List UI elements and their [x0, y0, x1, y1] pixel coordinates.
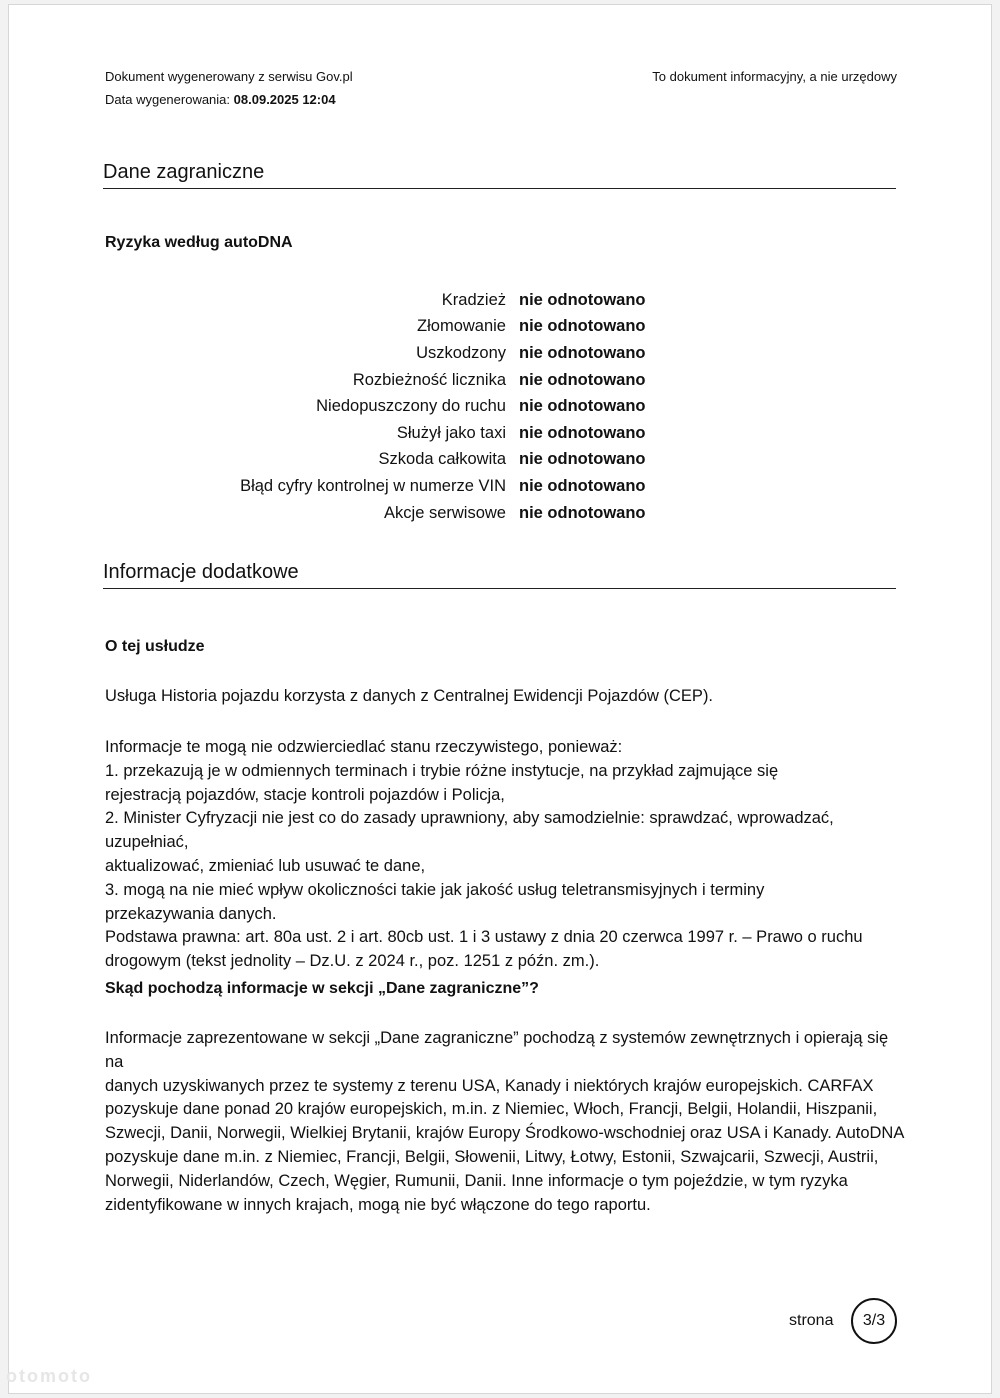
risk-row — [105, 314, 805, 341]
risk-row — [105, 473, 805, 500]
risk-label: Służył jako taxi — [396, 423, 506, 442]
text-line: rejestracją pojazdów, stacje kontroli pojazdów i Policja, — [105, 785, 505, 804]
risk-value: nie odnotowano — [519, 397, 646, 416]
risk-label: Niedopuszczony do ruchu — [316, 397, 506, 416]
risk-value: nie odnotowano — [519, 290, 646, 309]
informational-notice: To dokument informacyjny, a nie urzędowy — [652, 69, 897, 84]
section-title-foreign-data: Dane zagraniczne — [103, 161, 896, 189]
risk-row — [105, 447, 805, 474]
text-line: 3. mogą na nie mieć wpływ okoliczności takie jak jakość usług teletransmisyjnych i terminy — [105, 880, 765, 899]
risk-row — [105, 393, 805, 420]
text-line: danych uzyskiwanych przez te systemy z terenu USA, Kanady i niektórych krajów europejskich. CARFAX — [105, 1076, 874, 1095]
document-page — [8, 4, 992, 1394]
about-service-intro: Usługa Historia pojazdu korzysta z danych z Centralnej Ewidencji Pojazdów (CEP). — [105, 687, 714, 705]
page-number-badge — [851, 1298, 897, 1344]
text-line: Informacje zaprezentowane w sekcji „Dane zagraniczne” pochodzą z systemów zewnętrznych i opierają się na — [105, 1029, 889, 1071]
risk-label: Kradzież — [441, 290, 506, 309]
section-title-additional-info: Informacje dodatkowe — [103, 561, 896, 589]
text-line: aktualizować, zmieniać lub usuwać te dane, — [105, 856, 426, 875]
page-label: strona — [789, 1312, 834, 1329]
page-number: 3/3 — [862, 1312, 886, 1329]
text-line: pozyskuje dane ponad 20 krajów europejskich, m.in. z Niemiec, Włoch, Francji, Belgii, Holandii, Hiszpanii, — [105, 1100, 878, 1119]
risk-value: nie odnotowano — [519, 343, 646, 362]
risk-label: Uszkodzony — [416, 343, 506, 362]
text-line: pozyskuje dane m.in. z Niemiec, Francji, Belgii, Słowenii, Litwy, Łotwy, Estonii, Szwajcarii, Szwecji, Austrii, — [105, 1147, 879, 1166]
risk-label: Akcje serwisowe — [384, 503, 506, 522]
risk-table — [105, 287, 805, 526]
risk-row — [105, 287, 805, 314]
about-service-heading: O tej usłudze — [105, 638, 205, 655]
risk-label: Błąd cyfry kontrolnej w numerze VIN — [240, 476, 506, 495]
text-line: Norwegii, Niderlandów, Czech, Węgier, Rumunii, Danii. Inne informacje o tym pojeździe, w tym ryzyka — [105, 1171, 848, 1190]
text-line: 2. Minister Cyfryzacji nie jest co do zasady uprawniony, aby samodzielnie: sprawdzać, wprowadzać, uzupełniać, — [105, 809, 834, 852]
risk-value: nie odnotowano — [519, 423, 646, 442]
risk-label: Złomowanie — [417, 317, 506, 336]
generation-date-value: 08.09.2025 12:04 — [233, 92, 336, 107]
text-line: przekazywania danych. — [105, 904, 277, 923]
risk-value: nie odnotowano — [519, 476, 646, 495]
source-info-heading: Skąd pochodzą informacje w sekcji „Dane zagraniczne”? — [105, 980, 539, 997]
text-line: Szwecji, Danii, Norwegii, Wielkiej Brytanii, krajów Europy Środkowo-wschodniej oraz USA i Kanady. AutoDNA — [105, 1124, 905, 1143]
risk-value: nie odnotowano — [519, 370, 646, 389]
risk-row — [105, 340, 805, 367]
risk-row — [105, 367, 805, 394]
risk-label: Rozbieżność licznika — [352, 370, 506, 389]
generation-date-label: Data wygenerowania: — [105, 92, 231, 107]
header-left — [105, 65, 353, 111]
text-line: drogowym (tekst jednolity – Dz.U. z 2024 r., poz. 1251 z późn. zm.). — [105, 952, 600, 971]
text-line: Informacje te mogą nie odzwierciedlać stanu rzeczywistego, ponieważ: — [105, 738, 623, 756]
risk-row — [105, 420, 805, 447]
text-line: Podstawa prawna: art. 80a ust. 2 i art. 80cb ust. 1 i 3 ustawy z dnia 20 czerwca 1997 r. – Prawo o ruchu — [105, 928, 863, 947]
about-service-details — [105, 736, 915, 974]
watermark: otomoto — [6, 1366, 92, 1386]
risk-value: nie odnotowano — [519, 450, 646, 469]
risk-label: Szkoda całkowita — [378, 450, 506, 469]
risk-value: nie odnotowano — [519, 503, 646, 522]
risk-value: nie odnotowano — [519, 317, 646, 336]
risks-subtitle: Ryzyka według autoDNA — [105, 234, 293, 251]
text-line: zidentyfikowane w innych krajach, mogą nie być włączone do tego raportu. — [105, 1195, 651, 1214]
generated-from-text: Dokument wygenerowany z serwisu Gov.pl — [105, 69, 353, 84]
risk-row — [105, 500, 805, 527]
generation-date — [105, 88, 353, 111]
source-info-text — [105, 1027, 905, 1217]
text-line: 1. przekazują je w odmiennych terminach i trybie różne instytucje, na przykład zajmujące się — [105, 761, 779, 780]
